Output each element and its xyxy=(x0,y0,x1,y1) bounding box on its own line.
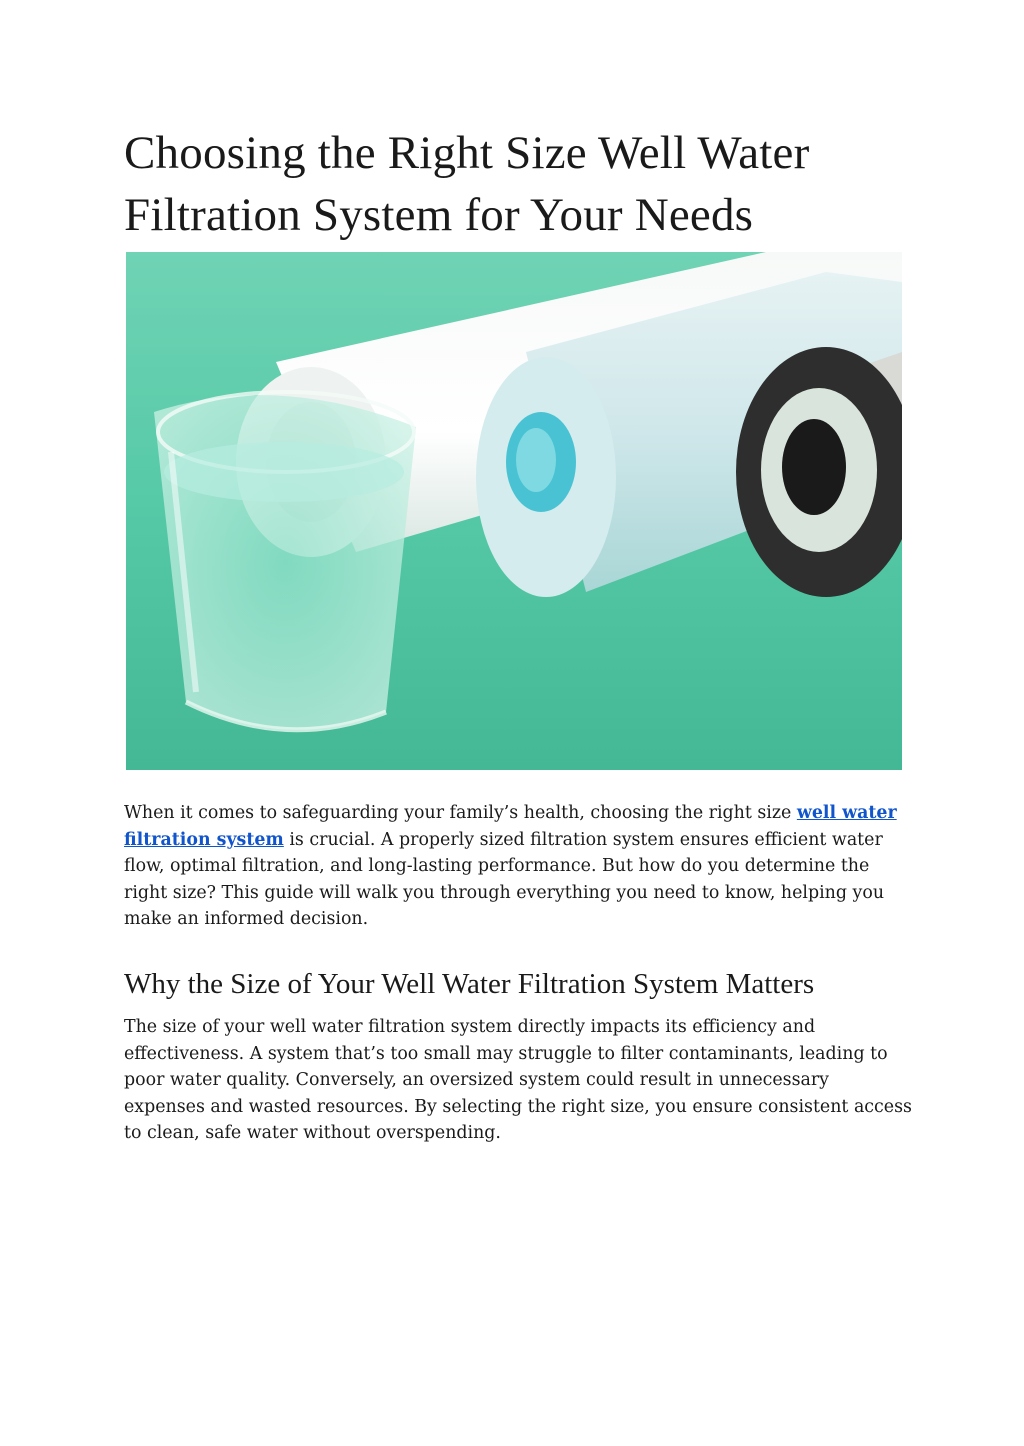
section-paragraph: The size of your well water filtration system directly impacts its efficiency and effectiveness. A system that’s too small may struggle to filter contaminants, leading to poor water quality. Conversely, an oversized system could result in unnecessary expenses and wasted resources. By selecting the right size, you ensure consistent access to clean, safe water without overspending. xyxy=(124,1017,912,1144)
water-glass xyxy=(154,392,416,730)
hero-image xyxy=(126,252,902,770)
article-title: Choosing the Right Size Well Water Filtration System for Your Needs xyxy=(124,127,810,241)
filtration-system-link[interactable]: well water filtration system xyxy=(124,803,897,850)
intro-text-end: is crucial. A properly sized filtration system ensures efficient water flow, optimal filtration, and long-lasting performance. But how do you determine the right size? This guide will walk you through everything you need to know, helping you make an informed decision. xyxy=(124,829,885,930)
section-heading: Why the Size of Your Well Water Filtration System Matters xyxy=(124,968,815,1000)
intro-text-start: When it comes to safeguarding your family’s health, choosing the right size xyxy=(124,803,797,823)
intro-paragraph xyxy=(124,800,914,933)
